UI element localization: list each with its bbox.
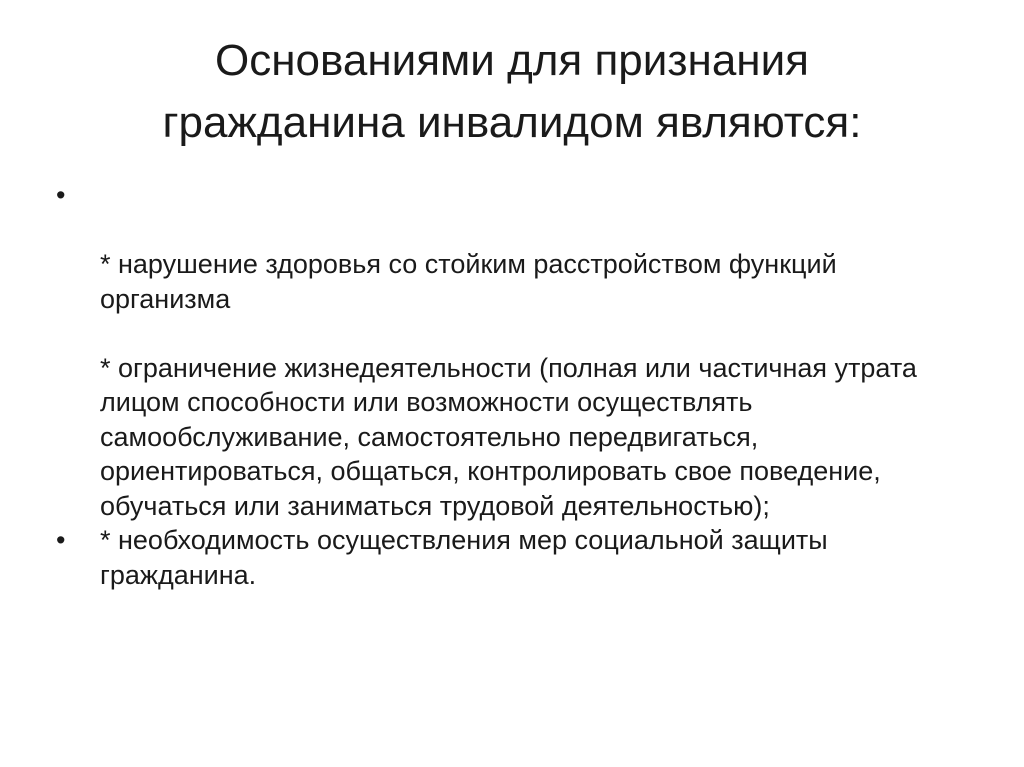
blank-line <box>100 178 956 213</box>
bullet-text-health-impairment: * нарушение здоровья со стойким расстройством функций организма <box>100 249 837 314</box>
bullet-item-1 <box>56 178 956 523</box>
bullet-text-social-protection: * необходимость осуществления мер социальной защиты гражданина. <box>100 525 828 590</box>
bullet-list <box>56 178 956 592</box>
bullet-marker-icon: • <box>56 525 66 555</box>
slide-title-line-1: Основаниями для признания <box>214 36 810 85</box>
slide-title-line-2: гражданина инвалидом являются: <box>162 98 862 147</box>
blank-line <box>100 316 956 351</box>
bullet-text-life-limitation: * ограничение жизнедеятельности (полная или частичная утрата лицом способности или возможности осуществлять самообслуживание, самостоятельно передвигаться, ориентироваться, общаться, контролировать свое поведение, обучаться или заниматься трудовой деятельностью); <box>100 352 917 521</box>
bullet-item-2 <box>56 523 956 592</box>
blank-line <box>100 213 956 248</box>
slide-title <box>70 30 954 154</box>
bullet-marker-icon: • <box>56 180 66 210</box>
